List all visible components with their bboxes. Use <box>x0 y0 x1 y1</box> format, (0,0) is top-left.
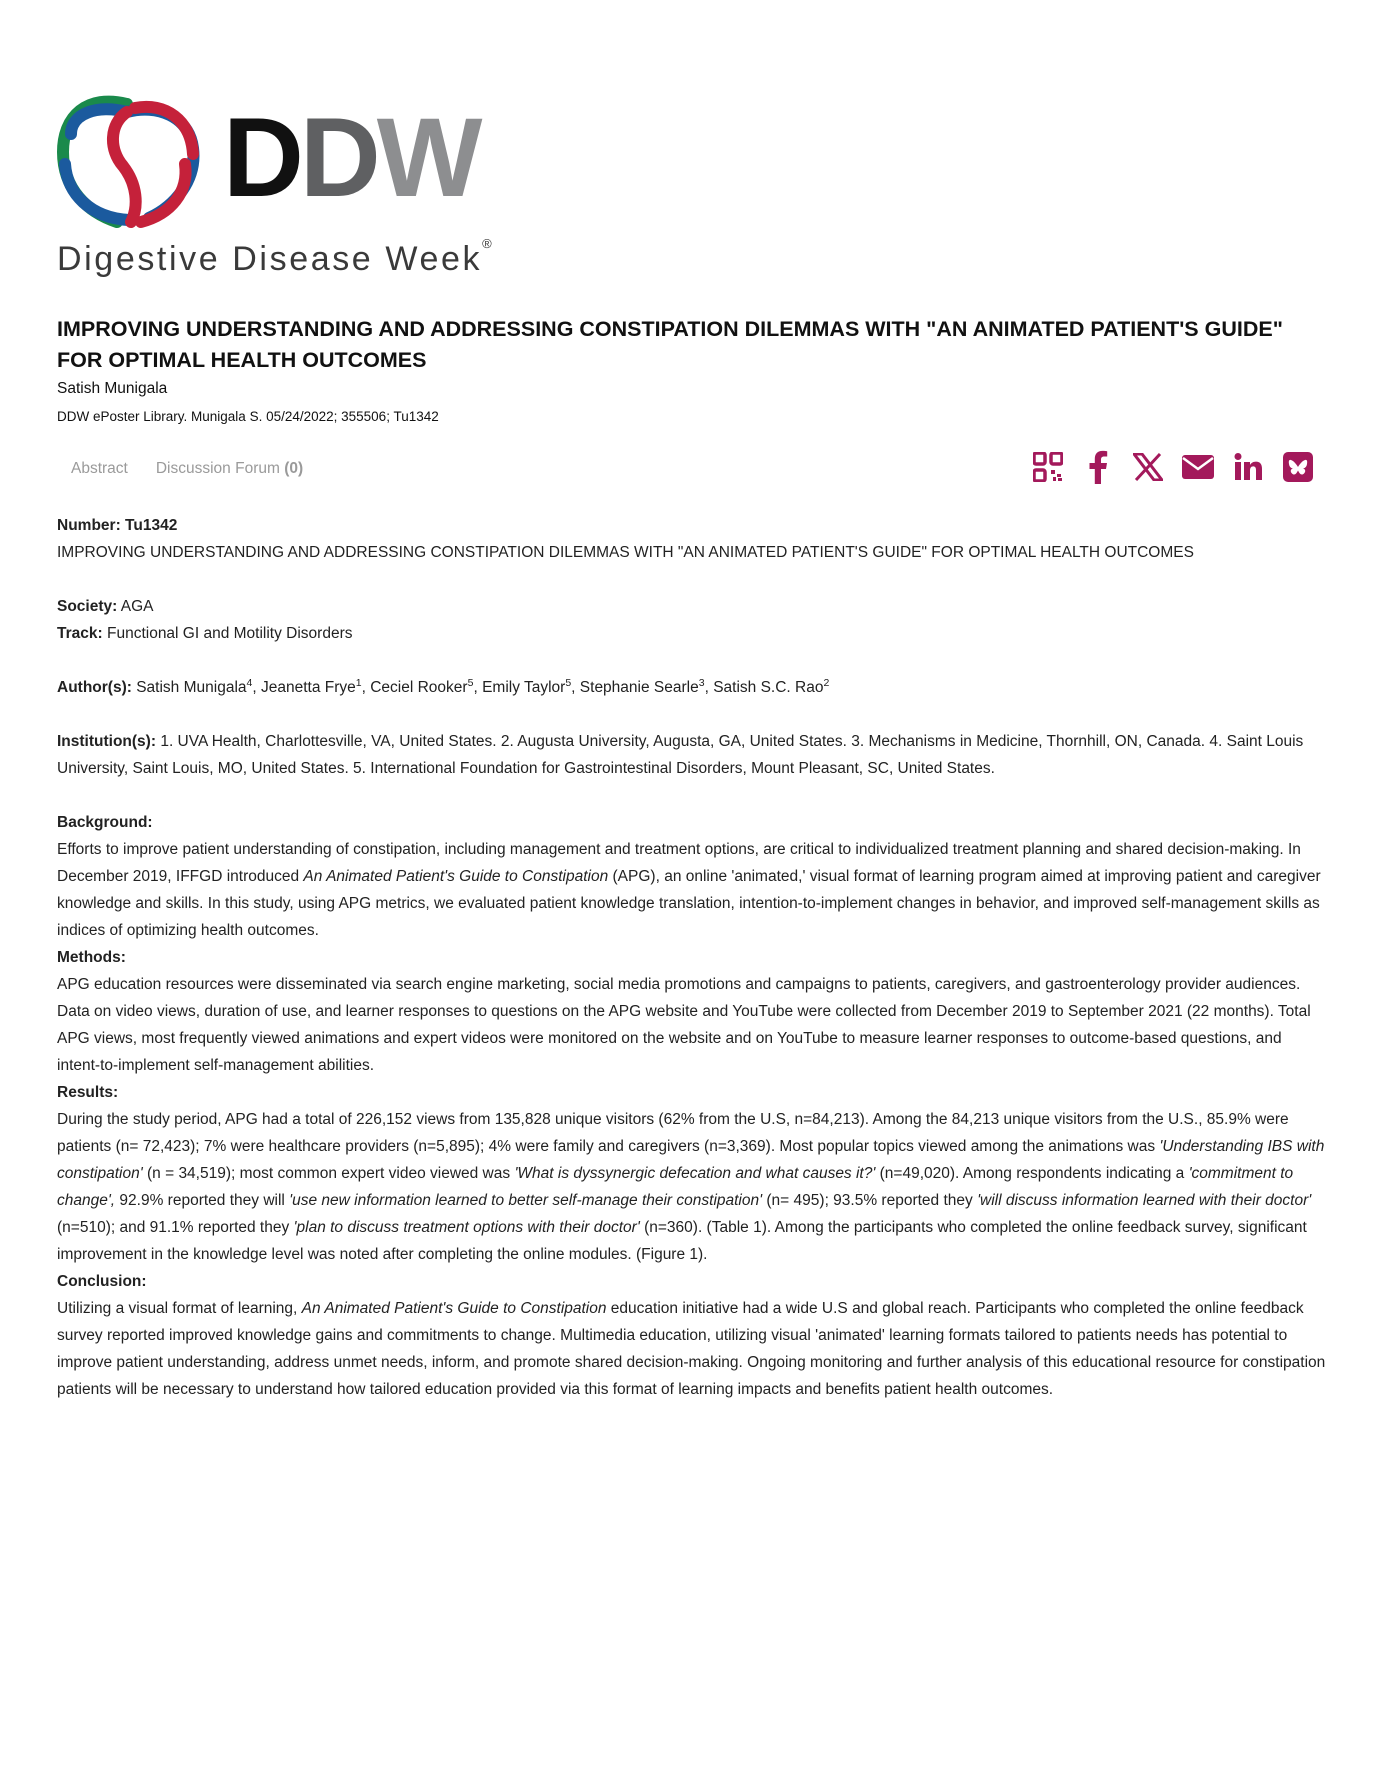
author-separator: , <box>704 679 714 696</box>
discussion-count: (0) <box>284 460 304 477</box>
conclusion-text: Utilizing a visual format of learning, An Animated Patient's Guide to Constipation education initiative had a wide U.S and global reach. Participants who completed the online feedback survey reported improved knowledge gains and commitments to change. Multimedia education, utilizing visual 'animated' learning formats tailored to patients needs has potential to improve patient understanding, address unmet needs, inform, and promote shared decision-making. Ongoing monitoring and further analysis of this educational resource for constipation patients will be necessary to understand how tailored education provided via this format of learning impacts and benefits patient health outcomes. <box>57 1300 1326 1398</box>
author-name: Stephanie Searle <box>579 679 699 696</box>
background-text: Efforts to improve patient understanding of constipation, including management and treatment options, are critical to individualized treatment planning and shared decision-making. In December 2019, IFFGD introduced An Animated Patient's Guide to Constipation (APG), an online 'animated,' visual format of learning program aimed at improving patient and caregiver knowledge and skills. In this study, using APG metrics, we evaluated patient knowledge translation, intention-to-implement changes in behavior, and improved self-management skills as indices of optimizing health outcomes. <box>57 841 1321 939</box>
track: Track: Functional GI and Motility Disorders <box>57 625 353 642</box>
author-affiliation: 1 <box>355 677 362 689</box>
society: Society: AGA <box>57 598 154 615</box>
citation: DDW ePoster Library. Munigala S. 05/24/2022; 355506; Tu1342 <box>57 409 439 424</box>
author-separator: , <box>571 679 580 696</box>
abstract-content <box>57 512 1327 1403</box>
methods-text: APG education resources were disseminated via search engine marketing, social media promotions and campaigns to patients, caregivers, and gastroenterology provider audiences. Data on video views, duration of use, and learner responses to questions on the APG website and YouTube were collected from December 2019 to September 2021 (22 months). Total APG views, most frequently viewed animations and expert videos were monitored on the website and on YouTube to measure learner responses to outcome-based questions, and intent-to-implement self-management abilities. <box>57 976 1311 1074</box>
facebook-icon[interactable] <box>1073 448 1123 486</box>
tab-discussion-label: Discussion Forum <box>155 460 280 477</box>
author-separator: , <box>252 679 261 696</box>
abstract-number: Number: Tu1342 <box>57 517 178 534</box>
linkedin-icon[interactable] <box>1223 448 1273 486</box>
institutions: Institution(s): 1. UVA Health, Charlottesville, VA, United States. 2. Augusta University, Augusta, GA, United States. 3. Mechanisms in Medicine, Thornhill, ON, Canada. 4. Saint Louis University, Saint Louis, MO, United States. 5. International Foundation for Gastrointestinal Disorders, Mount Pleasant, SC, United States. <box>57 733 1304 777</box>
conclusion-heading: Conclusion: <box>57 1273 147 1290</box>
bluesky-icon[interactable] <box>1273 448 1323 486</box>
author-affiliation: 5 <box>467 677 474 689</box>
authors-list <box>136 679 829 696</box>
author-name: Ceciel Rooker <box>370 679 468 696</box>
tab-abstract[interactable]: Abstract <box>71 460 128 477</box>
primary-author: Satish Munigala <box>57 380 168 397</box>
page-title: IMPROVING UNDERSTANDING AND ADDRESSING CONSTIPATION DILEMMAS WITH "AN ANIMATED PATIENT'S GUIDE" FOR OPTIMAL HEALTH OUTCOMES <box>57 317 1283 372</box>
author-affiliation: 5 <box>565 677 572 689</box>
ddw-wordmark: DDW <box>223 95 479 220</box>
author-affiliation: 4 <box>246 677 253 689</box>
methods-heading: Methods: <box>57 949 126 966</box>
ddw-logo <box>57 94 517 284</box>
qr-code-icon[interactable] <box>1023 448 1073 486</box>
author-affiliation: 3 <box>698 677 705 689</box>
share-toolbar <box>1023 448 1323 486</box>
results-text: During the study period, APG had a total of 226,152 views from 135,828 unique visitors (62% from the U.S, n=84,213). Among the 84,213 unique visitors from the U.S., 85.9% were patients (n= 72,423); 7% were healthcare providers (n=5,895); 4% were family and caregivers (n=3,369). Most popular topics viewed among the animations was 'Understanding IBS with constipation' (n = 34,519); most common expert video viewed was 'What is dyssynergic defecation and what causes it?' (n=49,020). Among respondents indicating a 'commitment to change', 92.9% reported they will 'use new information learned to better self-manage their constipation' (n= 495); 93.5% reported they 'will discuss information learned with their doctor' (n=510); and 91.1% reported they 'plan to discuss treatment options with their doctor' (n=360). (Table 1). Among the participants who completed the online feedback survey, significant improvement in the knowledge level was noted after completing the online modules. (Figure 1). <box>57 1111 1325 1263</box>
author-name: Satish S.C. Rao <box>713 679 824 696</box>
results-heading: Results: <box>57 1084 119 1101</box>
email-icon[interactable] <box>1173 448 1223 486</box>
author-affiliation: 2 <box>823 677 830 689</box>
abstract-full-title: IMPROVING UNDERSTANDING AND ADDRESSING CONSTIPATION DILEMMAS WITH "AN ANIMATED PATIENT'S GUIDE" FOR OPTIMAL HEALTH OUTCOMES <box>57 544 1194 561</box>
authors: Author(s): Satish Munigala$^4$, Jeanetta Frye$^1$, Ceciel Rooker$^5$, Emily Taylor$^5$, Stephanie Searle$^3$, Satish S.C. Rao$^2$ <box>57 677 830 696</box>
author-name: Satish Munigala <box>136 679 247 696</box>
background-heading: Background: <box>57 814 153 831</box>
tab-discussion-forum[interactable] <box>142 460 317 486</box>
logo-subtitle: Digestive Disease Week® <box>57 236 492 278</box>
author-separator: , <box>361 679 371 696</box>
ddw-logo-mark-icon <box>57 94 207 234</box>
tab-bar <box>57 460 317 486</box>
author-name: Jeanetta Frye <box>260 679 356 696</box>
x-icon[interactable] <box>1123 448 1173 486</box>
author-name: Emily Taylor <box>482 679 566 696</box>
author-separator: , <box>473 679 483 696</box>
